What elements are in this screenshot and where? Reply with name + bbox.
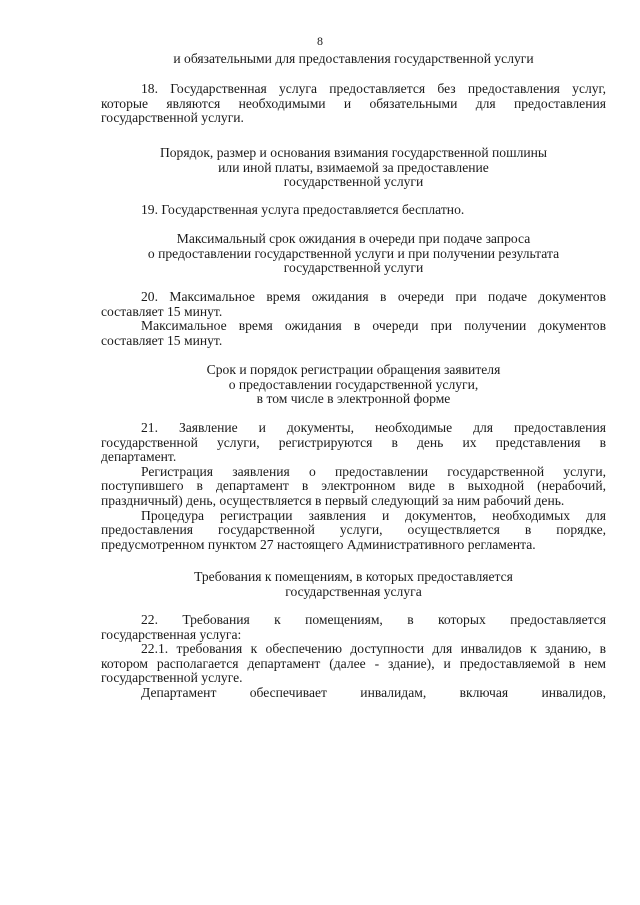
- heading-rooms-line-2: государственная услуга: [285, 583, 422, 599]
- p21-line-6: праздничный) день, осуществляется в первый следующий за ним рабочий день.: [101, 492, 565, 508]
- heading-registration-line-3: в том числе в электронной форме: [256, 391, 451, 407]
- paragraph-20: [101, 290, 606, 348]
- heading-queue-line-3: государственной услуги: [283, 260, 424, 276]
- p21-line-7: Процедура регистрации заявления и документов, необходимых для: [141, 507, 606, 523]
- p20-line-3: Максимальное время ожидания в очереди при получении документов: [141, 318, 606, 334]
- heading-fee-line-3: государственной услуги: [283, 174, 424, 190]
- page-number: 8: [317, 34, 323, 48]
- heading-fee-line-2: или иной платы, взимаемой за предоставление: [218, 159, 489, 175]
- heading-fee: [101, 146, 606, 190]
- p21-line-2: государственной услуги, регистрируются в день их представления в: [101, 434, 606, 450]
- p22-line-6: Департамент обеспечивает инвалидам, включая инвалидов,: [141, 684, 606, 700]
- heading-rooms-line-1: Требования к помещениям, в которых предоставляется: [194, 569, 513, 584]
- p18-line-1: 18. Государственная услуга предоставляется без предоставления услуг,: [141, 81, 606, 96]
- p21-line-4: Регистрация заявления о предоставлении государственной услуги,: [141, 463, 606, 479]
- p20-line-1: 20. Максимальное время ожидания в очереди при подаче документов: [141, 289, 606, 304]
- p21-line-9: предусмотренном пунктом 27 настоящего Административного регламента.: [101, 536, 536, 552]
- p22-line-1: 22. Требования к помещениям, в которых предоставляется: [141, 612, 606, 627]
- paragraph-19: 19. Государственная услуга предоставляется бесплатно.: [141, 202, 465, 217]
- p21-line-8: предоставления государственной услуги, осуществляется в порядке,: [101, 522, 606, 538]
- p22-line-4: котором располагается департамент (далее - здание), и предоставляемой в нем: [101, 655, 606, 671]
- p22-line-5: государственной услуге.: [101, 670, 243, 686]
- paragraph-22: [101, 613, 606, 701]
- p21-line-3: департамент.: [101, 449, 177, 465]
- p21-line-1: 21. Заявление и документы, необходимые для предоставления: [141, 420, 606, 435]
- continuation-line: и обязательными для предоставления государственной услуги: [173, 51, 534, 66]
- p18-line-3: государственной услуги.: [101, 110, 244, 126]
- heading-registration-line-1: Срок и порядок регистрации обращения заявителя: [206, 362, 501, 377]
- p22-line-3: 22.1. требования к обеспечению доступности для инвалидов к зданию, в: [141, 641, 606, 657]
- paragraph-21: [101, 421, 606, 552]
- p18-line-2: которые являются необходимыми и обязательными для предоставления: [101, 95, 606, 111]
- heading-queue: [101, 232, 606, 276]
- p20-line-4: составляет 15 минут.: [101, 332, 223, 348]
- heading-rooms: [101, 570, 606, 599]
- heading-queue-line-1: Максимальный срок ожидания в очереди при подаче запроса: [176, 231, 531, 246]
- paragraph-18: [101, 82, 606, 126]
- p20-line-2: составляет 15 минут.: [101, 303, 223, 319]
- heading-queue-line-2: о предоставлении государственной услуги и при получении результата: [147, 245, 560, 261]
- heading-registration: [101, 363, 606, 407]
- p21-line-5: поступившего в департамент в электронном виде в выходной (нерабочий,: [101, 478, 606, 494]
- p22-line-2: государственная услуга:: [101, 626, 242, 642]
- heading-fee-line-1: Порядок, размер и основания взимания государственной пошлины: [159, 145, 548, 160]
- heading-registration-line-2: о предоставлении государственной услуги,: [228, 376, 479, 392]
